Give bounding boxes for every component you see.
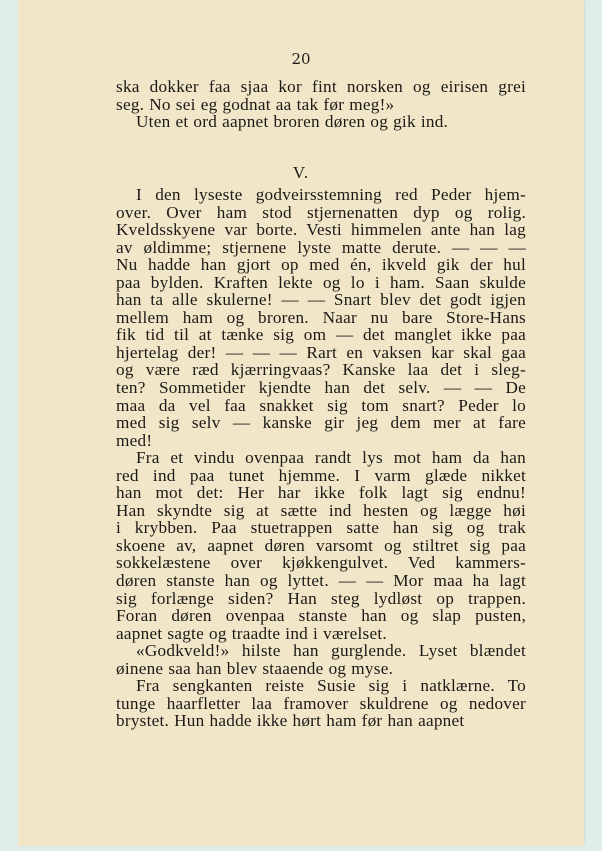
book-page (18, 0, 584, 846)
text-line: fik tid til at tænke sig om — det manglet ikke paa (116, 325, 526, 345)
text-block-top (116, 78, 526, 131)
text-line: i krybben. Paa stuetrappen satte han sig og trak (116, 518, 526, 538)
text-line: Han skyndte sig at sætte ind hesten og lægge høi (116, 500, 526, 520)
text-line: «Godkveld!» hilste han gurglende. Lyset blændet (136, 641, 526, 661)
text-line: Fra et vindu ovenpaa randt lys mot ham da han (136, 448, 526, 468)
text-line: maa da vel faa snakket sig tom snart? Peder lo (116, 395, 526, 415)
text-line: seg. No sei eg godnat aa tak før meg!» (116, 94, 395, 114)
text-line: og være ræd kjærringvaas? Kanske laa det i sleg- (116, 360, 526, 380)
text-line: brystet. Hun hadde ikke hørt ham før han aapnet (116, 711, 465, 731)
text-line: av øldimme; stjernene lyste matte derute. — — — (116, 237, 526, 257)
text-line: øinene saa han blev staaende og myse. (116, 658, 394, 678)
text-line: Foran døren ovenpaa stanste han og slap pusten, (116, 606, 526, 626)
text-line: sig forlænge siden? Han steg lydløst op trappen. (116, 588, 526, 608)
text-line: paa bylden. Kraften lekte og lo i ham. Saan skulde (116, 272, 526, 292)
text-line: Uten et ord aapnet broren døren og gik ind. (136, 112, 449, 132)
text-line: ska dokker faa sjaa kor fint norsken og eirisen grei (116, 77, 526, 96)
text-line: med! (116, 430, 153, 450)
text-line: over. Over ham stod stjernenatten dyp og rolig. (116, 202, 526, 222)
text-line: mellem ham og broren. Naar nu bare Store-Hans (116, 307, 526, 327)
text-line: sokkelæstene over kjøkkengulvet. Ved kammers- (116, 553, 526, 573)
text-line: Kveldsskyene var borte. Vesti himmelen ante han lag (116, 220, 526, 240)
text-line: ten? Sommetider kjendte han det selv. — — De (116, 378, 526, 398)
text-block-main (116, 186, 526, 730)
text-line: med sig selv — kanske gir jeg dem mer at fare (116, 413, 526, 433)
page-number: 20 (291, 50, 311, 68)
text-line: døren stanste han og lyttet. — — Mor maa ha lagt (116, 571, 526, 591)
text-line: red ind paa tunet hjemme. I varm glæde nikket (116, 465, 526, 485)
text-line: Nu hadde han gjort op med én, ikveld gik der hul (116, 255, 526, 275)
text-line: hjertelag der! — — — Rart en vaksen kar skal gaa (116, 342, 526, 362)
text-line: Fra sengkanten reiste Susie sig i natklærne. To (136, 676, 526, 696)
chapter-heading: V. (292, 163, 310, 182)
text-line: aapnet sagte og traadte ind i værelset. (116, 623, 387, 643)
text-line: skoene av, aapnet døren varsomt og stiltret sig paa (116, 535, 526, 555)
text-line: han ta alle skulerne! — — Snart blev det godt igjen (116, 290, 526, 310)
text-line: tunge haarfletter laa framover skuldrene og nedover (116, 693, 526, 713)
text-line: han mot det: Her har ikke folk lagt sig endnu! (116, 483, 526, 503)
text-line: I den lyseste godveirsstemning red Peder hjem- (136, 185, 526, 204)
